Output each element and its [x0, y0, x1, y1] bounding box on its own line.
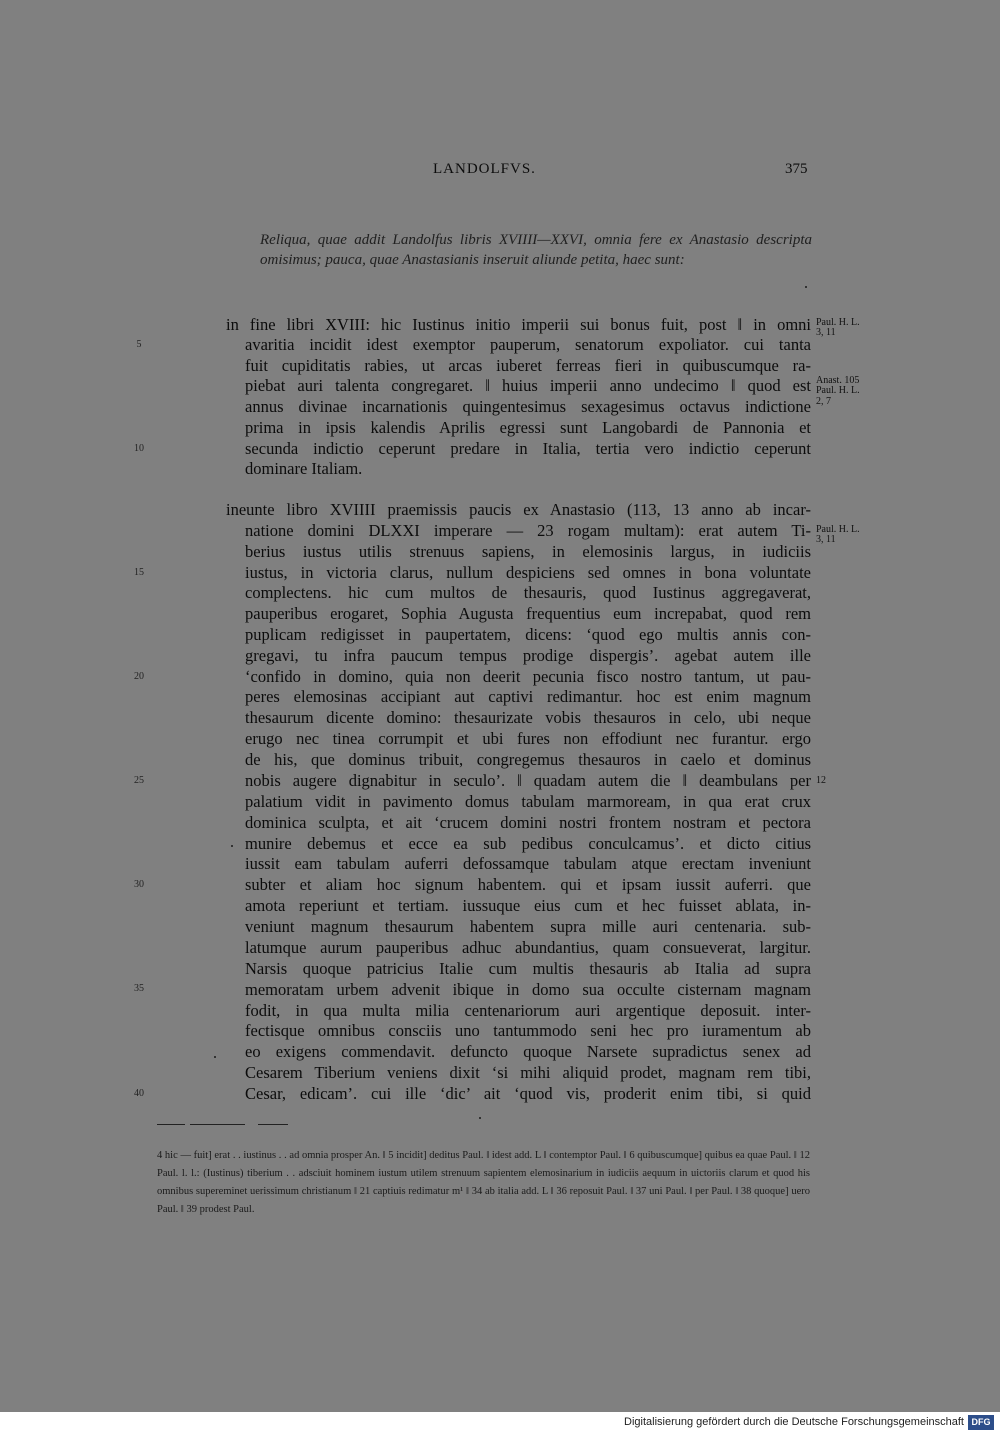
- text-line: palatium vidit in pavimento domus tabulam marmoream, in qua erat crux: [245, 792, 811, 811]
- page-number: 375: [785, 161, 808, 177]
- margin-note: 2, 7: [816, 396, 831, 407]
- margin-note: Anast. 105: [816, 375, 860, 386]
- line-number: 40: [134, 1088, 144, 1099]
- text-line: de his, que dominus tribuit, congregemus thesauros in caelo et dominus: [245, 750, 811, 769]
- margin-note: Paul. H. L.: [816, 317, 860, 328]
- text-line: fectisque omnibus consciis uno tantummodo seni hec pro iuramentum ab: [245, 1021, 811, 1040]
- text-line: annus divinae incarnationis quingentesimus sexagesimus octavus indictione: [245, 397, 811, 416]
- line-number: 30: [134, 879, 144, 890]
- text-line: eo exigens commendavit. defuncto quoque Narsete supradictus senex ad: [245, 1042, 811, 1061]
- text-line: thesaurum dicente domino: thesaurizate vobis thesauros in celo, ubi neque: [245, 708, 811, 727]
- line-number: 20: [134, 671, 144, 682]
- text-line: Narsis quoque patricius Italie cum multis thesauris ab Italia ad supra: [245, 959, 811, 978]
- line-number: 35: [134, 983, 144, 994]
- text-line: iustus, in victoria clarus, nullum despiciens sed omnes in bona voluntate: [245, 563, 811, 582]
- text-line: amota reperiunt et tertiam. iussuque eius cum et hec fuisset ablata, in-: [245, 896, 811, 915]
- speck: [805, 286, 807, 288]
- margin-note: Paul. H. L.: [816, 524, 860, 535]
- line-number: 15: [134, 567, 144, 578]
- text-line: iussit eam tabulam auferri defossamque tabulam atque erectam inveniunt: [245, 854, 811, 873]
- footnote-rule: [258, 1124, 288, 1125]
- text-line: complectens. hic cum multos de thesauris, quod Iustinus aggregaverat,: [245, 583, 811, 602]
- digitization-footer: [0, 1412, 1000, 1434]
- margin-note: 12: [816, 775, 826, 786]
- speck: [231, 845, 233, 847]
- text-line: gregavi, tu infra paucum tempus prodige dispergis’. agebat autem ille: [245, 646, 811, 665]
- line-number: 10: [134, 443, 144, 454]
- footnote-rule: [190, 1124, 245, 1125]
- text-line: memoratam urbem advenit ibique in domo sua occulte cisternam magnam: [245, 980, 811, 999]
- editorial-intro: Reliqua, quae addit Landolfus libris XVIIII—XXVI, omnia fere ex Anastasio descripta omisimus; pauca, quae Anastasianis inseruit aliunde petita, haec sunt:: [260, 232, 812, 268]
- text-line: ‘confido in domino, quia non deerit pecunia fisco nostro tantum, ut pau-: [245, 667, 811, 686]
- text-line: fuit cupiditatis rabies, ut arcas iuberet ferreas fieri in quibuscumque ra-: [245, 356, 811, 375]
- text-line: veniunt magnum thesaurum habentem supra mille auri centenaria. sub-: [245, 917, 811, 936]
- margin-note: 3, 11: [816, 534, 836, 545]
- text-line: subter et aliam hoc signum habentem. qui et ipsam iussit auferri. que: [245, 875, 811, 894]
- text-line: latumque aurum pauperibus adhuc abundantius, quam consueverat, largitur.: [245, 938, 811, 957]
- margin-note: 3, 11: [816, 327, 836, 338]
- page-header: [0, 161, 1000, 185]
- text-line: pauperibus erogaret, Sophia Augusta frequentius eum increpabat, quod rem: [245, 604, 811, 623]
- margin-note: Paul. H. L.: [816, 385, 860, 396]
- text-line: prima in ipsis kalendis Aprilis egressi sunt Langobardi de Pannonia et: [245, 418, 811, 437]
- footnote-rule: [157, 1124, 185, 1125]
- line-number: 5: [136, 339, 142, 350]
- text-line: erugo nec tinea corrumpit et ubi fures non effodiunt nec furantur. ergo: [245, 729, 811, 748]
- running-title: LANDOLFVS.: [433, 161, 536, 177]
- text-line: munire debemus et ecce ea sub pedibus conculcamus’. et dicto citius: [245, 834, 811, 853]
- text-line: peres elemosinas accipiant aut captivi redimantur. hoc est enim magnum: [245, 687, 811, 706]
- dfg-logo[interactable]: DFG: [968, 1415, 994, 1430]
- text-line: Cesarem Tiberium veniens dixit ‘si mihi aliquid prodet, magnam rem tibi,: [245, 1063, 811, 1082]
- text-line: ineunte libro XVIIII praemissis paucis ex Anastasio (113, 13 anno ab incar-: [226, 500, 811, 519]
- speck: [479, 1117, 481, 1119]
- speck: [214, 1056, 216, 1058]
- dfg-credit: Digitalisierung gefördert durch die Deutsche Forschungsgemeinschaft: [624, 1416, 964, 1428]
- text-line: natione domini DLXXI imperare — 23 rogam multam): erat autem Ti-: [245, 521, 811, 540]
- text-line: berius iustus utilis strenuus sapiens, in elemosinis largus, in iudiciis: [245, 542, 811, 561]
- text-line: puplicam redigisset in paupertatem, dicens: ‘quod ego multis annis con-: [245, 625, 811, 644]
- text-line: in fine libri XVIII: hic Iustinus initio imperii sui bonus fuit, post ‖ in omni: [226, 315, 811, 334]
- line-number: 25: [134, 775, 144, 786]
- text-line: Cesar, edicam’. cui ille ‘dic’ ait ‘quod vis, proderit enim tibi, si quid: [245, 1084, 811, 1103]
- text-line: dominica sculpta, et ait ‘crucem domini nostri frontem nostram et pectora: [245, 813, 811, 832]
- text-line: dominare Italiam.: [245, 459, 363, 478]
- footnotes: 4 hic — fuit] erat . . iustinus . . ad omnia prosper An. ‖ 5 incidit] deditus Paul. ‖ idest add. L ‖ contemptor Paul. ‖ 6 quibuscumque] quibus ea quae Paul. ‖ 12 Paul. l. l.: (Iustinus) tiberium . . adsciuit hominem iustum utilem strenuum sapientem elemosinarium in iudiciis aequum in uictoriis clarum et quod his omnibus supereminet uerissimum christianum ‖ 21 captiuis redimatur m¹ ‖ 34 ab italia add. L ‖ 36 reposuit Paul. ‖ 37 uni Paul. ‖ per Paul. ‖ 38 quoque] uero Paul. ‖ 39 prodest Paul.: [157, 1150, 810, 1215]
- text-line: avaritia incidit idest exemptor pauperum, senatorum expoliator. cui tanta: [245, 335, 811, 354]
- text-line: piebat auri talenta congregaret. ‖ huius imperii anno undecimo ‖ quod est: [245, 376, 811, 395]
- text-line: fodit, in qua multa milia centenariorum auri argentique deposuit. inter-: [245, 1001, 811, 1020]
- text-line: nobis augere dignabitur in seculo’. ‖ quadam autem die ‖ deambulans per: [245, 771, 811, 790]
- text-line: secunda indictio ceperunt predare in Italia, tertia vero indictio ceperunt: [245, 439, 811, 458]
